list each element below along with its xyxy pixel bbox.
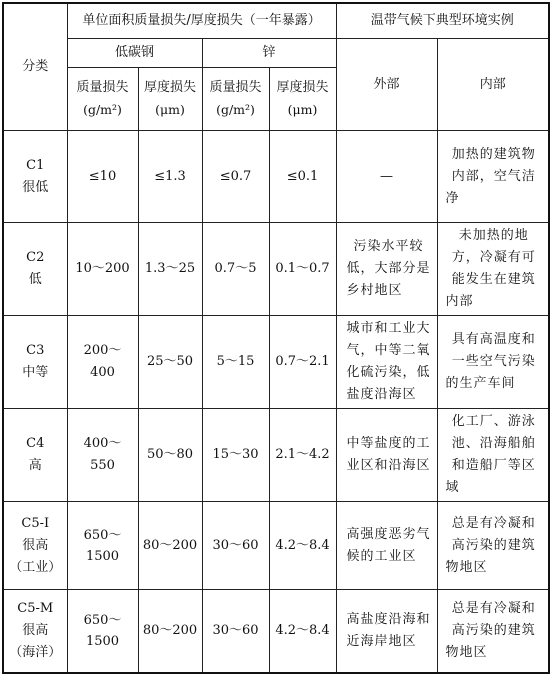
zinc-thickness-loss: ≤0.1: [269, 131, 336, 223]
steel-thickness-loss: 80～200: [138, 502, 202, 590]
category-cell: [3, 316, 67, 409]
zinc-mass-loss: 30～60: [202, 502, 269, 590]
zinc-mass-loss: 5～15: [202, 316, 269, 409]
table-row-c5-m: [3, 590, 549, 674]
zinc-thickness-loss: 0.1～0.7: [269, 223, 336, 316]
category-level: 很高: [22, 537, 49, 553]
zinc-mass-loss: 0.7～5: [202, 223, 269, 316]
interior-example: 总是有冷凝和高污染的建筑物地区: [437, 590, 549, 674]
interior-example: 化工厂、游泳池、沿海船舶和造船厂等区域: [437, 409, 549, 502]
category-sub: （工业）: [9, 559, 62, 575]
exterior-example: 中等盐度的工业区和沿海区: [336, 409, 437, 502]
thickness-loss-label: 厚度损失: [276, 80, 329, 95]
category-level: 很高: [22, 623, 49, 638]
exterior-example: 高盐度沿海和近海岸地区: [336, 590, 437, 674]
header-exterior: 外部: [336, 39, 437, 131]
exterior-example: —: [336, 131, 437, 223]
table-row-c5-i: [3, 502, 549, 590]
category-sub: （海洋）: [9, 645, 62, 660]
category-level: 低: [28, 272, 42, 287]
zinc-mass-loss: 15～30: [202, 409, 269, 502]
header-env-group: 温带气候下典型环境实例: [336, 3, 549, 39]
exterior-example: 污染水平较低，大部分是乡村地区: [336, 223, 437, 316]
category-code: C4: [26, 436, 45, 451]
category-code: C1: [26, 157, 45, 173]
mass-loss-label: 质量损失: [209, 80, 262, 95]
category-code: C5-I: [21, 515, 50, 531]
zinc-thickness-loss: 0.7～2.1: [269, 316, 336, 409]
steel-thickness-loss: 25～50: [138, 316, 202, 409]
exterior-example: 高强度恶劣气候的工业区: [336, 502, 437, 590]
category-level: 中等: [22, 365, 49, 380]
steel-thickness-loss: 1.3～25: [138, 223, 202, 316]
header-zinc: 锌: [202, 39, 336, 68]
table-row-c4: [3, 409, 549, 502]
thickness-loss-label: 厚度损失: [143, 80, 196, 95]
category-code: C5-M: [17, 601, 54, 616]
interior-example: 加热的建筑物内部，空气洁净: [437, 131, 549, 223]
interior-example: 总是有冷凝和高污染的建筑物地区: [437, 502, 549, 590]
header-steel-mass-loss: [67, 68, 138, 131]
mass-loss-unit: (g/m²): [216, 102, 255, 117]
header-row-1: [3, 3, 549, 39]
zinc-mass-loss: ≤0.7: [202, 131, 269, 223]
header-loss-group: 单位面积质量损失/厚度损失（一年暴露）: [67, 3, 336, 39]
thickness-loss-unit: (μm): [155, 102, 185, 117]
category-cell: [3, 502, 67, 590]
category-level: 很低: [22, 179, 49, 195]
table-row-c1: [3, 131, 549, 223]
mass-loss-unit: (g/m²): [83, 102, 122, 117]
category-cell: [3, 131, 67, 223]
category-code: C2: [26, 250, 45, 265]
header-zinc-thickness-loss: [269, 68, 336, 131]
header-category: 分类: [3, 3, 67, 131]
header-zinc-mass-loss: [202, 68, 269, 131]
steel-thickness-loss: 80～200: [138, 590, 202, 674]
steel-mass-loss: 400～550: [67, 409, 138, 502]
corrosivity-table: [2, 2, 550, 674]
category-cell: [3, 590, 67, 674]
table-row-c2: [3, 223, 549, 316]
category-level: 高: [28, 458, 42, 473]
steel-mass-loss: 650～1500: [67, 502, 138, 590]
header-low-carbon-steel: 低碳钢: [67, 39, 202, 68]
zinc-mass-loss: 30～60: [202, 590, 269, 674]
header-steel-thickness-loss: [138, 68, 202, 131]
steel-thickness-loss: ≤1.3: [138, 131, 202, 223]
exterior-example: 城市和工业大气，中等二氧化硫污染，低盐度沿海区: [336, 316, 437, 409]
zinc-thickness-loss: 4.2～8.4: [269, 590, 336, 674]
header-row-2: [3, 39, 549, 68]
steel-thickness-loss: 50～80: [138, 409, 202, 502]
steel-mass-loss: 200～400: [67, 316, 138, 409]
zinc-thickness-loss: 4.2～8.4: [269, 502, 336, 590]
category-cell: [3, 223, 67, 316]
steel-mass-loss: 650～1500: [67, 590, 138, 674]
category-cell: [3, 409, 67, 502]
zinc-thickness-loss: 2.1～4.2: [269, 409, 336, 502]
interior-example: 具有高温度和一些空气污染的生产车间: [437, 316, 549, 409]
thickness-loss-unit: (μm): [287, 102, 318, 117]
category-code: C3: [26, 343, 45, 358]
header-interior: 内部: [437, 39, 549, 131]
table-row-c3: [3, 316, 549, 409]
steel-mass-loss: ≤10: [67, 131, 138, 223]
mass-loss-label: 质量损失: [76, 80, 129, 95]
steel-mass-loss: 10～200: [67, 223, 138, 316]
interior-example: 未加热的地方，冷凝有可能发生在建筑内部: [437, 223, 549, 316]
